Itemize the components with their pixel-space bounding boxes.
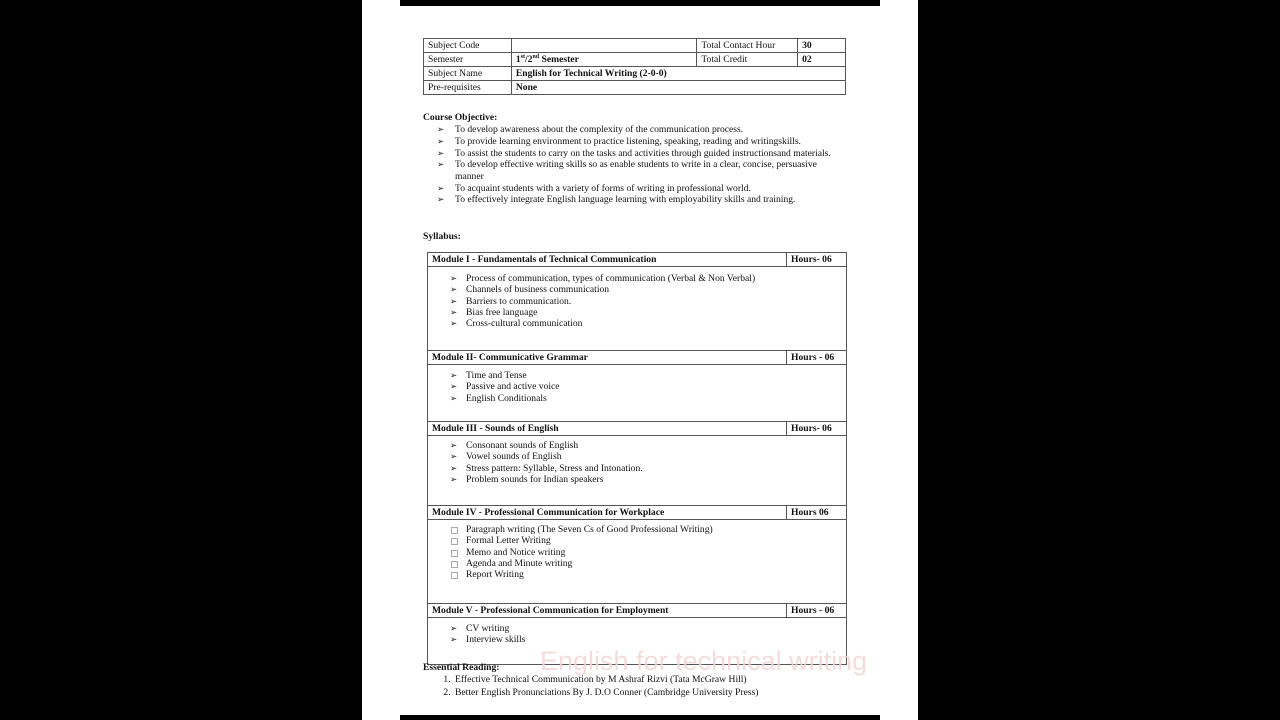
module-hours: Hours 06 — [791, 507, 829, 518]
list-item — [434, 307, 846, 318]
list-item — [434, 524, 846, 535]
list-item-text: Time and Tense — [466, 370, 527, 381]
subject-name-value: English for Technical Writing (2-0-0) — [511, 67, 845, 81]
list-item — [434, 463, 846, 474]
list-item-text: To develop awareness about the complexity of the communication process. — [455, 124, 744, 135]
total-contact-hour-value: 30 — [798, 39, 846, 53]
list-item — [434, 535, 846, 546]
reading-item: 1. Effective Technical Communication by M Ashraf Rizvi (Tata McGraw Hill) — [453, 674, 759, 687]
module-body — [428, 436, 846, 505]
subject-name-label: Subject Name — [424, 67, 512, 81]
semester-label: Semester — [424, 53, 512, 67]
list-item — [434, 370, 846, 381]
syllabus-module — [427, 252, 847, 351]
semester-num-1: 1 — [515, 54, 521, 65]
list-item — [434, 451, 846, 462]
prerequisites-value: None — [511, 81, 845, 95]
list-item-text: Interview skills — [466, 634, 526, 646]
module-header — [428, 506, 846, 520]
course-objective-list — [423, 124, 843, 206]
list-item — [434, 318, 846, 329]
list-item — [434, 623, 846, 634]
syllabus-module — [427, 422, 847, 506]
arrow-bullet-icon: ➢ — [450, 318, 458, 329]
module-hours: Hours - 06 — [791, 352, 835, 363]
module-body — [428, 365, 846, 421]
list-item — [434, 284, 846, 295]
checkbox-bullet-icon — [451, 572, 458, 579]
list-item-text: To acquaint students with a variety of forms of writing in professional world. — [455, 182, 751, 194]
list-item — [434, 273, 846, 284]
module-title: Module IV - Professional Communication for Workplace — [428, 506, 787, 519]
list-item-text: Paragraph writing (The Seven Cs of Good Professional Writing) — [466, 524, 713, 535]
list-item-text: Report Writing — [466, 569, 524, 581]
list-item — [434, 474, 846, 485]
list-item-text: Process of communication, types of communication (Verbal & Non Verbal) — [466, 273, 756, 284]
table-row — [424, 53, 846, 67]
course-info-table — [423, 38, 846, 95]
module-header — [428, 604, 846, 618]
table-row — [424, 67, 846, 81]
list-item-text: To provide learning environment to practice listening, speaking, reading and writingskills. — [455, 135, 801, 147]
arrow-bullet-icon: ➢ — [437, 182, 445, 193]
arrow-bullet-icon: ➢ — [450, 623, 458, 633]
list-item-text: To effectively integrate English language learning with employability skills and training. — [455, 194, 796, 206]
list-item — [434, 381, 846, 392]
total-credit-value: 02 — [798, 53, 846, 67]
list-item — [423, 183, 843, 195]
prerequisites-label: Pre-requisites — [424, 81, 512, 95]
semester-sup-2: nd — [532, 53, 540, 60]
list-item-text: Stress pattern: Syllable, Stress and Intonation. — [466, 462, 643, 474]
list-item-text: CV writing — [466, 623, 510, 634]
module-title: Module V - Professional Communication for Employment — [428, 604, 787, 617]
list-item-text: Consonant sounds of English — [466, 440, 579, 451]
arrow-bullet-icon: ➢ — [437, 135, 445, 146]
list-item-text: To assist the students to carry on the tasks and activities through guided instructionsand materials. — [455, 147, 831, 159]
essential-reading-heading: Essential Reading: — [423, 662, 500, 673]
subject-code-value — [511, 39, 696, 53]
arrow-bullet-icon: ➢ — [450, 440, 458, 450]
arrow-bullet-icon: ➢ — [450, 462, 458, 473]
list-item-text: Vowel sounds of English — [466, 451, 562, 463]
module-hours: Hours - 06 — [791, 605, 835, 616]
arrow-bullet-icon: ➢ — [450, 273, 458, 283]
module-title: Module III - Sounds of English — [428, 422, 787, 435]
module-body — [428, 618, 846, 664]
table-row — [424, 39, 846, 53]
syllabus-module — [427, 506, 847, 604]
module-title: Module II- Communicative Grammar — [428, 351, 787, 364]
course-objective-heading: Course Objective: — [423, 112, 498, 123]
arrow-bullet-icon: ➢ — [450, 451, 458, 462]
list-item — [423, 136, 843, 148]
semester-sup-1: st — [520, 53, 525, 60]
list-item — [434, 558, 846, 569]
arrow-bullet-icon: ➢ — [450, 473, 458, 484]
list-item — [434, 634, 846, 645]
list-item-text: Agenda and Minute writing — [466, 557, 573, 569]
syllabus-module — [427, 604, 847, 665]
arrow-bullet-icon: ➢ — [450, 284, 458, 295]
module-header — [428, 422, 846, 436]
arrow-bullet-icon: ➢ — [437, 124, 445, 134]
list-item — [423, 194, 843, 206]
reading-item: 2. Better English Pronunciations By J. D.O Conner (Cambridge University Press) — [453, 687, 759, 700]
list-item — [434, 393, 846, 404]
module-header — [428, 253, 846, 267]
list-item-text: Barriers to communication. — [466, 295, 572, 307]
arrow-bullet-icon: ➢ — [437, 194, 445, 205]
subject-code-label: Subject Code — [424, 39, 512, 53]
syllabus-table — [427, 252, 847, 665]
list-item — [423, 124, 843, 136]
table-row — [424, 81, 846, 95]
list-item — [434, 440, 846, 451]
list-item — [423, 148, 843, 160]
list-item-text: Passive and active voice — [466, 381, 560, 393]
list-item-text: English Conditionals — [466, 392, 547, 404]
module-hours: Hours- 06 — [791, 254, 832, 265]
arrow-bullet-icon: ➢ — [450, 306, 458, 317]
list-item-text: Cross-cultural communication — [466, 318, 583, 330]
list-item — [434, 547, 846, 558]
module-hours: Hours- 06 — [791, 423, 832, 434]
arrow-bullet-icon: ➢ — [450, 634, 458, 645]
list-item — [423, 159, 843, 182]
list-item-text: Problem sounds for Indian speakers — [466, 473, 604, 485]
total-credit-label: Total Credit — [697, 53, 798, 67]
module-header — [428, 351, 846, 365]
semester-num-2: /2 — [524, 54, 533, 65]
watermark-text: English for technical writing — [540, 646, 868, 676]
arrow-bullet-icon: ➢ — [450, 295, 458, 306]
module-title: Module I - Fundamentals of Technical Communication — [428, 253, 787, 266]
checkbox-bullet-icon — [451, 550, 458, 557]
essential-reading-list — [423, 674, 759, 699]
list-item-text: Bias free language — [466, 306, 538, 318]
module-body — [428, 267, 846, 350]
arrow-bullet-icon: ➢ — [437, 159, 445, 170]
list-item-text: Channels of business communication — [466, 284, 610, 296]
arrow-bullet-icon: ➢ — [437, 147, 445, 158]
checkbox-bullet-icon — [451, 561, 458, 568]
list-item-text: To develop effective writing skills so as enable students to write in a clear, concise, persuasive manner — [455, 159, 817, 182]
semester-value — [511, 53, 696, 67]
checkbox-bullet-icon — [451, 527, 458, 534]
list-item — [434, 569, 846, 580]
checkbox-bullet-icon — [451, 538, 458, 545]
top-border-bar — [400, 0, 880, 6]
syllabus-module — [427, 351, 847, 422]
arrow-bullet-icon: ➢ — [450, 392, 458, 403]
list-item-text: Formal Letter Writing — [466, 535, 551, 547]
total-contact-hour-label: Total Contact Hour — [697, 39, 798, 53]
document-page — [362, 0, 918, 720]
list-item — [434, 296, 846, 307]
syllabus-heading: Syllabus: — [423, 231, 461, 242]
bottom-border-bar — [400, 715, 880, 720]
module-body — [428, 520, 846, 603]
arrow-bullet-icon: ➢ — [450, 370, 458, 380]
arrow-bullet-icon: ➢ — [450, 381, 458, 392]
list-item-text: Memo and Notice writing — [466, 546, 566, 558]
semester-word: Semester — [539, 54, 579, 65]
